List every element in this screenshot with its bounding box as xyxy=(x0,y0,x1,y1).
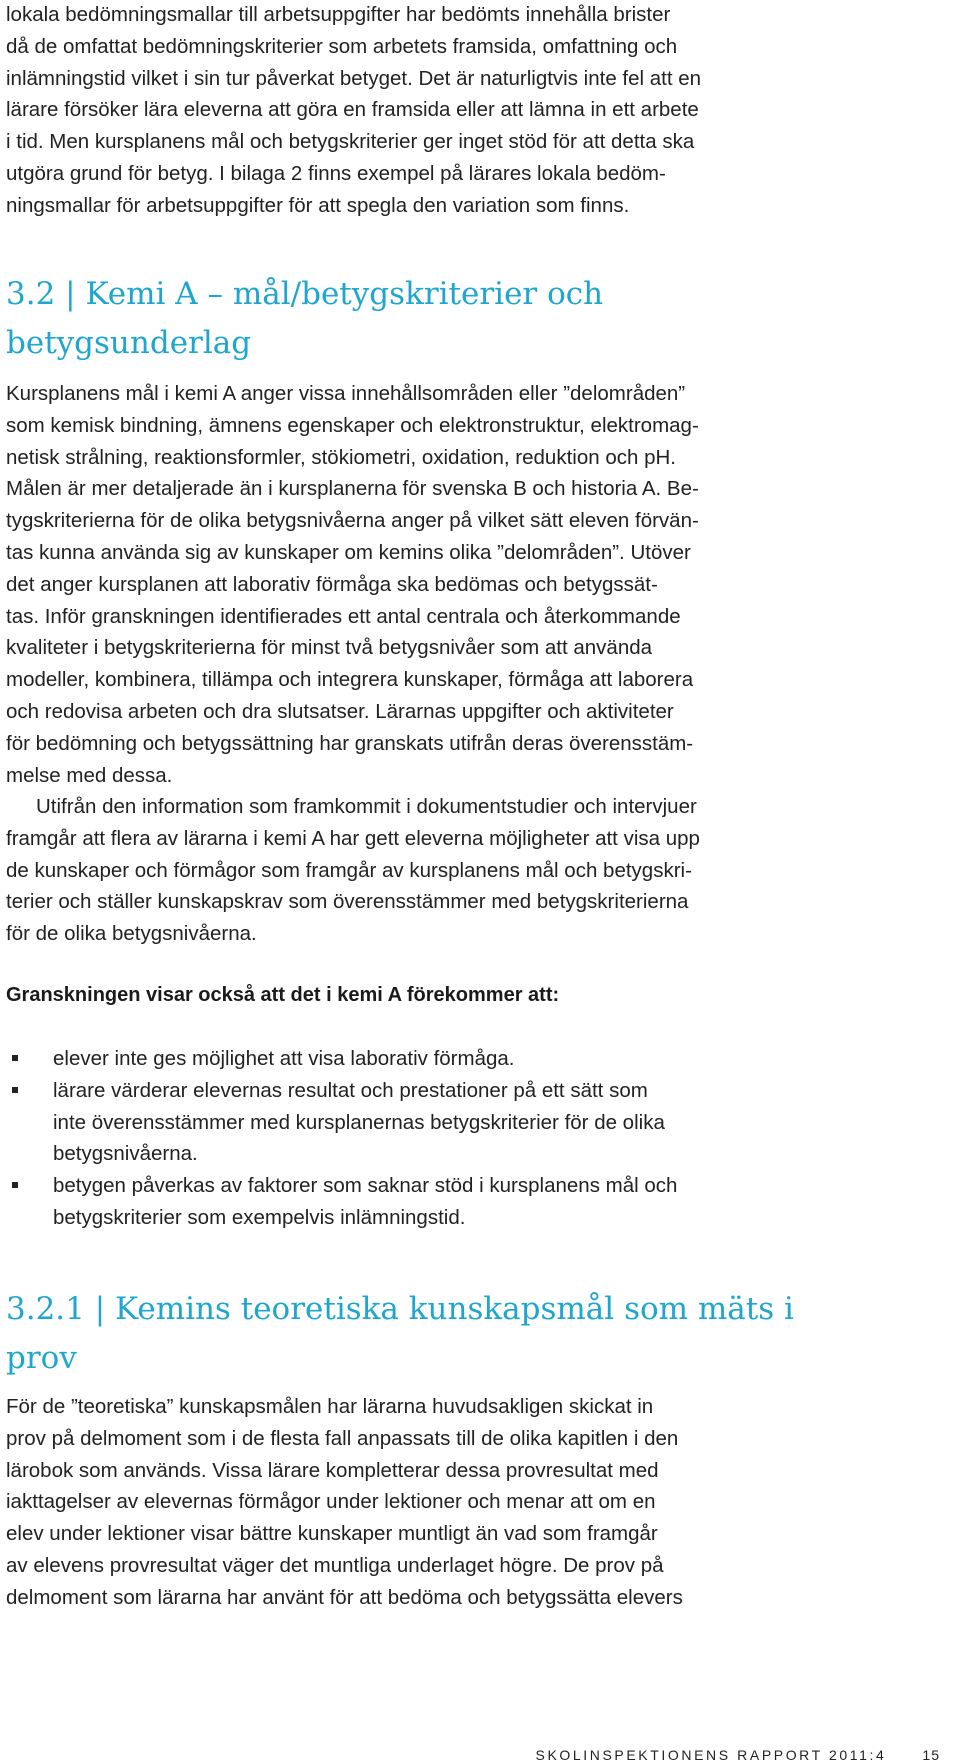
text-line: ningsmallar för arbetsuppgifter för att spegla den variation som finns. xyxy=(6,193,630,217)
heading-line: prov xyxy=(6,1340,77,1376)
section-3-2-paragraph-1 xyxy=(6,378,699,791)
text-line: lärare värderar elevernas resultat och prestationer på ett sätt som xyxy=(53,1078,648,1102)
text-line: det anger kursplanen att laborativ förmåga ska bedömas och betygssät- xyxy=(6,572,658,596)
text-line: lokala bedömningsmallar till arbetsuppgifter har bedömts innehålla brister xyxy=(6,3,671,26)
findings-list xyxy=(6,1043,677,1234)
text-line: och redovisa arbeten och dra slutsatser. Lärarnas uppgifter och aktiviteter xyxy=(6,699,674,723)
text-line: netisk strålning, reaktionsformler, stökiometri, oxidation, reduktion och pH. xyxy=(6,445,676,469)
text-line: Kursplanens mål i kemi A anger vissa innehållsområden eller ”delområden” xyxy=(6,382,686,405)
text-line: inlämningstid vilket i sin tur påverkat betyget. Det är naturligtvis inte fel att en xyxy=(6,66,702,90)
heading-line: betygsunderlag xyxy=(6,325,252,361)
text-line: som kemisk bindning, ämnens egenskaper och elektronstruktur, elektromag- xyxy=(6,413,699,437)
section-heading-3-2-1 xyxy=(6,1285,794,1383)
text-line: framgår att flera av lärarna i kemi A har gett eleverna möjligheter att visa upp xyxy=(6,826,700,850)
text-line: betygsnivåerna. xyxy=(53,1142,198,1166)
section-heading-3-2 xyxy=(6,270,603,368)
intro-paragraph xyxy=(6,0,701,222)
text-line: i tid. Men kursplanens mål och betygskriterier ger inget stöd för att detta ska xyxy=(6,130,695,154)
findings-lead: Granskningen visar också att det i kemi A förekommer att: xyxy=(6,984,560,1006)
page-number: 15 xyxy=(922,1747,940,1763)
text-line: terier och ställer kunskapskrav som överensstämmer med betygskriterierna xyxy=(6,890,689,914)
list-item xyxy=(6,1075,677,1170)
text-line: lärare försöker lära eleverna att göra en framsida eller att lämna in ett arbete xyxy=(6,98,699,122)
bullet-icon xyxy=(12,1182,18,1188)
text-line: för de olika betygsnivåerna. xyxy=(6,922,257,946)
text-line: prov på delmoment som i de flesta fall anpassats till de olika kapitlen i den xyxy=(6,1426,679,1450)
text-line: delmoment som lärarna har använt för att bedöma och betygssätta elevers xyxy=(6,1585,683,1609)
text-line: inte överensstämmer med kursplanernas betygskriterier för de olika xyxy=(53,1110,665,1134)
bullet-icon xyxy=(12,1055,18,1061)
text-line: melse med dessa. xyxy=(6,763,173,787)
text-line: För de ”teoretiska” kunskapsmålen har lärarna huvudsakligen skickat in xyxy=(6,1395,654,1418)
text-line: tas. Inför granskningen identifierades ett antal centrala och återkommande xyxy=(6,604,681,628)
section-3-2-1-paragraph xyxy=(6,1391,683,1614)
text-line: då de omfattat bedömningskriterier som arbetets framsida, omfattning och xyxy=(6,34,678,58)
heading-line: 3.2 | Kemi A – mål/betygskriterier och xyxy=(6,276,604,312)
text-line: tygskriterierna för de olika betygsnivåerna anger på vilket sätt eleven förvän- xyxy=(6,509,699,533)
text-line: kvaliteter i betygskriterierna för minst två betygsnivåer som att använda xyxy=(6,636,653,660)
text-line: utgöra grund för betyg. I bilaga 2 finns exempel på lärares lokala bedöm- xyxy=(6,161,666,185)
list-item xyxy=(6,1043,677,1075)
text-line: betygskriterier som exempelvis inlämningstid. xyxy=(53,1205,466,1229)
heading-line: 3.2.1 | Kemins teoretiska kunskapsmål som mäts i xyxy=(6,1291,794,1327)
text-line: för bedömning och betygssättning har granskats utifrån deras överensstäm- xyxy=(6,731,694,755)
text-line: tas kunna använda sig av kunskaper om kemins olika ”delområden”. Utöver xyxy=(6,540,691,564)
report-title: SKOLINSPEKTIONENS RAPPORT 2011:4 xyxy=(535,1747,887,1763)
text-line: lärobok som används. Vissa lärare kompletterar dessa provresultat med xyxy=(6,1458,659,1482)
text-line: elev under lektioner visar bättre kunskaper muntligt än vad som framgår xyxy=(6,1522,658,1546)
text-line: modeller, kombinera, tillämpa och integrera kunskaper, förmåga att laborera xyxy=(6,668,694,692)
text-line: Målen är mer detaljerade än i kursplanerna för svenska B och historia A. Be- xyxy=(6,477,699,501)
section-3-2-paragraph-2 xyxy=(6,791,700,950)
page-footer xyxy=(536,1747,940,1763)
text-line: iakttagelser av elevernas förmågor under lektioner och menar att om en xyxy=(6,1490,656,1514)
text-line: betygen påverkas av faktorer som saknar stöd i kursplanens mål och xyxy=(53,1174,678,1198)
text-line: elever inte ges möjlighet att visa laborativ förmåga. xyxy=(53,1047,515,1070)
text-line: av elevens provresultat väger det muntliga underlaget högre. De prov på xyxy=(6,1553,664,1577)
text-line: Utifrån den information som framkommit i dokumentstudier och intervjuer xyxy=(36,795,697,818)
text-line: de kunskaper och förmågor som framgår av kursplanens mål och betygskri- xyxy=(6,858,692,882)
list-item xyxy=(6,1170,677,1234)
bullet-icon xyxy=(12,1087,18,1093)
